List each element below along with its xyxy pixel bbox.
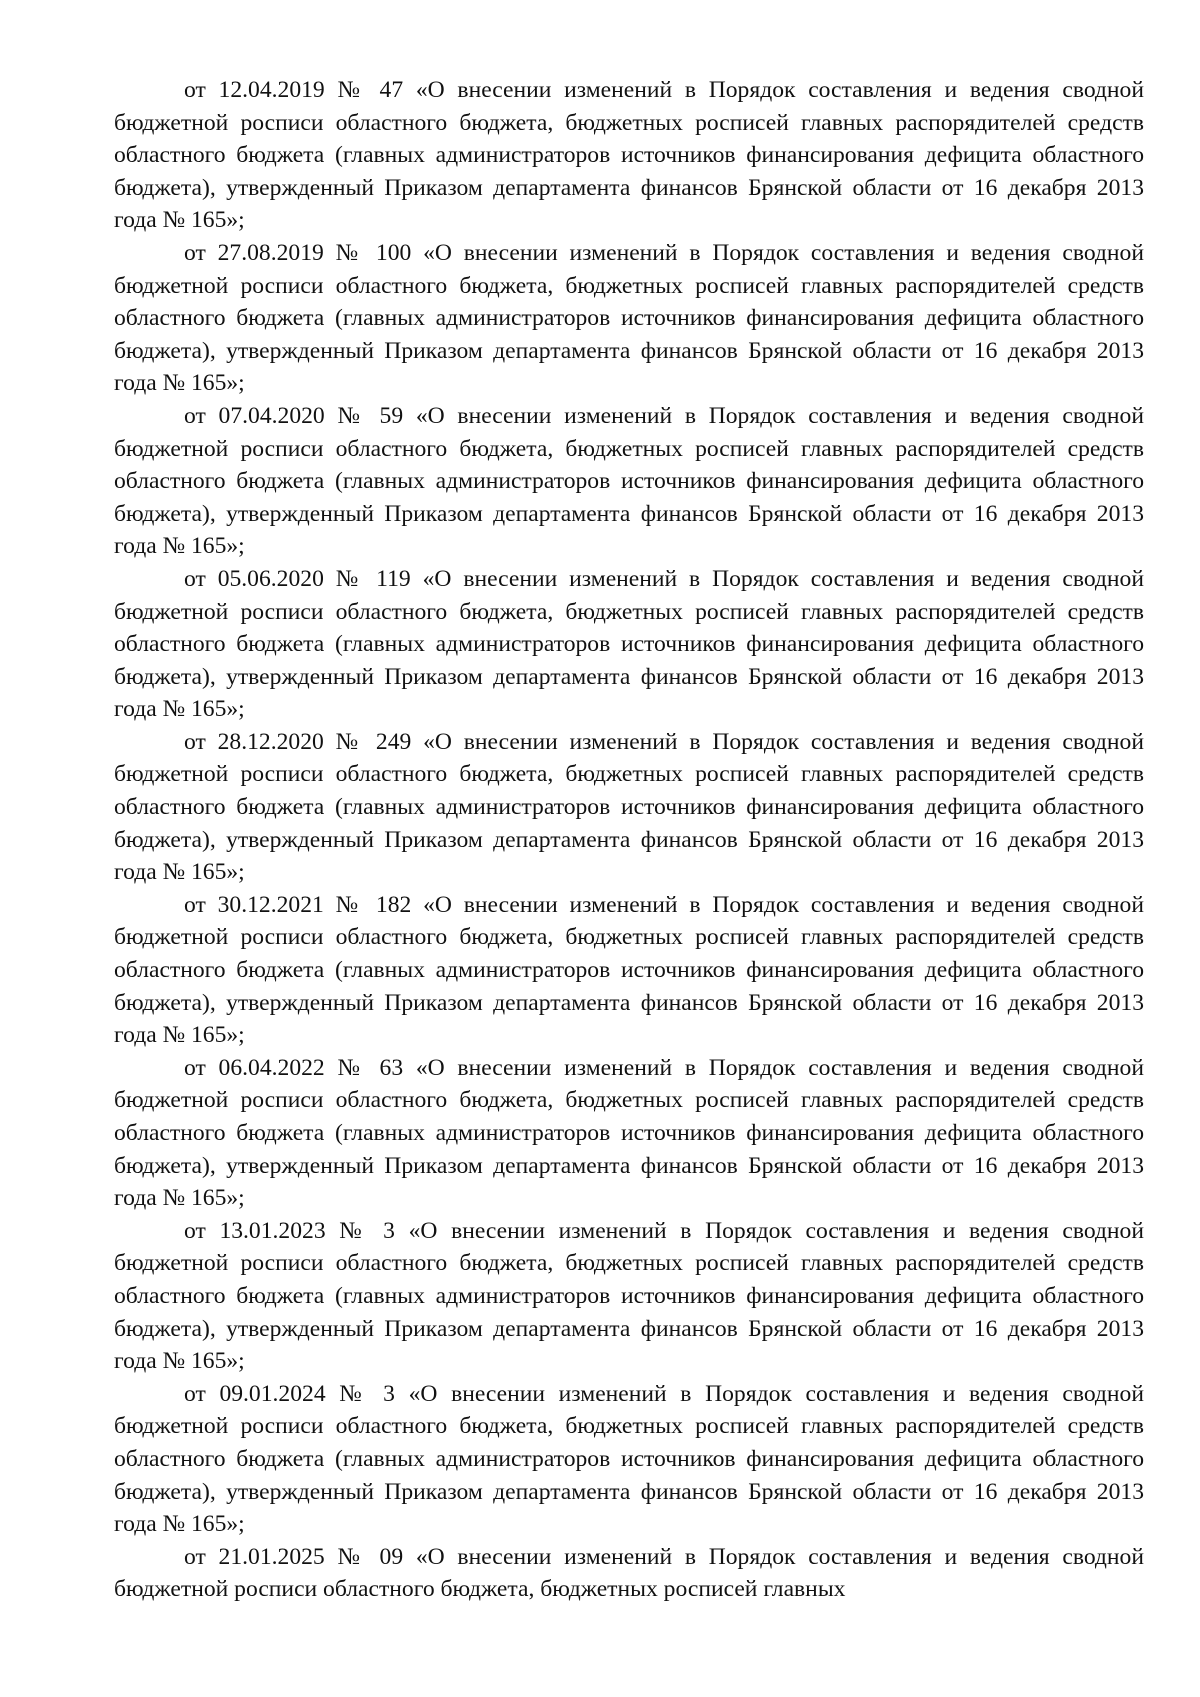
amendment-paragraph: от 12.04.2019 № 47 «О внесении изменений в Порядок составления и ведения сводной бюджетной росписи областного бюджета, бюджетных росписей главных распорядителей средств областного бюджета (главных администраторов источников финансирования дефицита областного бюджета), утвержденный Приказом департамента финансов Брянской области от 16 декабря 2013 года № 165»; bbox=[114, 77, 1144, 234]
amendment-paragraph: от 28.12.2020 № 249 «О внесении изменений в Порядок составления и ведения сводной бюджетной росписи областного бюджета, бюджетных росписей главных распорядителей средств областного бюджета (главных администраторов источников финансирования дефицита областного бюджета), утвержденный Приказом департамента финансов Брянской области от 16 декабря 2013 года № 165»; bbox=[114, 728, 1144, 886]
amendment-paragraph: от 05.06.2020 № 119 «О внесении изменений в Порядок составления и ведения сводной бюджетной росписи областного бюджета, бюджетных росписей главных распорядителей средств областного бюджета (главных администраторов источников финансирования дефицита областного бюджета), утвержденный Приказом департамента финансов Брянской области от 16 декабря 2013 года № 165»; bbox=[114, 565, 1144, 723]
amendment-paragraph: от 27.08.2019 № 100 «О внесении изменений в Порядок составления и ведения сводной бюджетной росписи областного бюджета, бюджетных росписей главных распорядителей средств областного бюджета (главных администраторов источников финансирования дефицита областного бюджета), утвержденный Приказом департамента финансов Брянской области от 16 декабря 2013 года № 165»; bbox=[114, 239, 1144, 397]
amendment-paragraph: от 09.01.2024 № 3 «О внесении изменений в Порядок составления и ведения сводной бюджетной росписи областного бюджета, бюджетных росписей главных распорядителей средств областного бюджета (главных администраторов источников финансирования дефицита областного бюджета), утвержденный Приказом департамента финансов Брянской области от 16 декабря 2013 года № 165»; bbox=[114, 1380, 1144, 1538]
document-body bbox=[114, 74, 1144, 1606]
amendment-paragraph: от 07.04.2020 № 59 «О внесении изменений в Порядок составления и ведения сводной бюджетной росписи областного бюджета, бюджетных росписей главных распорядителей средств областного бюджета (главных администраторов источников финансирования дефицита областного бюджета), утвержденный Приказом департамента финансов Брянской области от 16 декабря 2013 года № 165»; bbox=[114, 402, 1144, 560]
amendment-paragraph: от 13.01.2023 № 3 «О внесении изменений в Порядок составления и ведения сводной бюджетной росписи областного бюджета, бюджетных росписей главных распорядителей средств областного бюджета (главных администраторов источников финансирования дефицита областного бюджета), утвержденный Приказом департамента финансов Брянской области от 16 декабря 2013 года № 165»; bbox=[114, 1217, 1144, 1375]
amendment-paragraph: от 06.04.2022 № 63 «О внесении изменений в Порядок составления и ведения сводной бюджетной росписи областного бюджета, бюджетных росписей главных распорядителей средств областного бюджета (главных администраторов источников финансирования дефицита областного бюджета), утвержденный Приказом департамента финансов Брянской области от 16 декабря 2013 года № 165»; bbox=[114, 1054, 1144, 1212]
amendment-paragraph: от 30.12.2021 № 182 «О внесении изменений в Порядок составления и ведения сводной бюджетной росписи областного бюджета, бюджетных росписей главных распорядителей средств областного бюджета (главных администраторов источников финансирования дефицита областного бюджета), утвержденный Приказом департамента финансов Брянской области от 16 декабря 2013 года № 165»; bbox=[114, 891, 1144, 1049]
amendment-paragraph-continued: от 21.01.2025 № 09 «О внесении изменений в Порядок составления и ведения сводной бюджетной росписи областного бюджета, бюджетных росписей главных bbox=[114, 1543, 1144, 1603]
